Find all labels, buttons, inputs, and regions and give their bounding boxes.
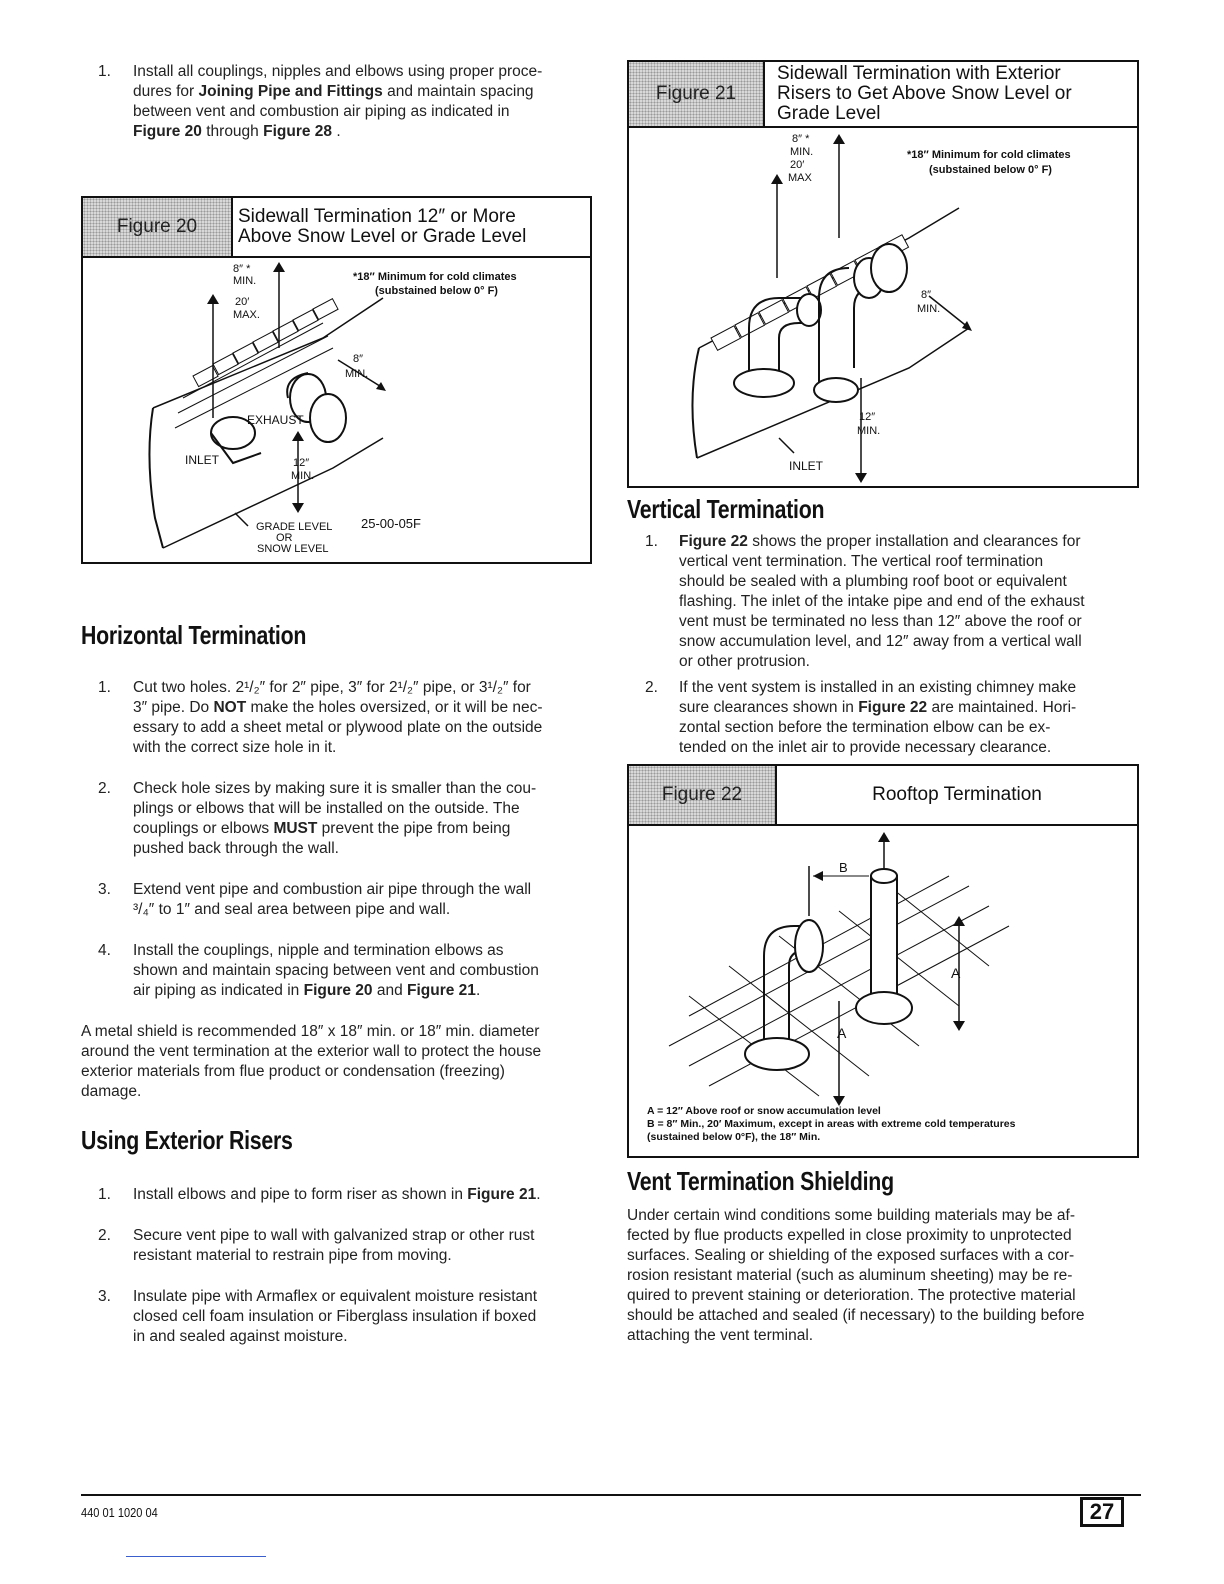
fig20-code: 25-00-05F xyxy=(361,516,421,531)
svg-text:MAX.: MAX. xyxy=(233,309,260,321)
svg-text:OR: OR xyxy=(276,532,293,544)
intro-line: Figure 20 through Figure 28 . xyxy=(133,123,341,140)
shielding-paragraph: Under certain wind conditions some building materials may be af- fected by flue products expelled in close proximity to unprotected surfaces. Sealing or shielding of the exposed surfaces with a cor- rosion resistant material (such as aluminum sheeting) may be re- quired to prevent staining or deterioration. The protective material should be attached and sealed (if necessary) to the building before attaching the vent terminal. xyxy=(627,1207,1085,1344)
risers-item-2: 2. Secure vent pipe to wall with galvanized strap or other rust resistant material to restrain pipe from moving. xyxy=(98,1227,535,1264)
svg-text:8″: 8″ xyxy=(921,289,932,301)
figure-20-header xyxy=(83,198,590,258)
horizontal-item-2: 2. Check hole sizes by making sure it is smaller than the cou- plings or elbows that will be installed on the outside. The couplings or elbows MUST prevent the pipe from being pushed back through the wall. xyxy=(98,780,537,857)
figure-21-title: Sidewall Termination with Exterior Risers to Get Above Snow Level or Grade Level xyxy=(777,63,1072,124)
footer-rule xyxy=(81,1494,1141,1496)
shielding-heading: Vent Termination Shielding xyxy=(627,1166,894,1196)
svg-text:(substained below 0° F): (substained below 0° F) xyxy=(375,285,498,297)
vertical-termination-heading: Vertical Termination xyxy=(627,494,825,524)
intro-line: between vent and combustion air piping as indicated in xyxy=(133,103,510,120)
svg-text:MIN.: MIN. xyxy=(291,470,315,482)
horizontal-item-1: 1. Cut two holes. 2¹/₂″ for 2″ pipe, 3″ for 2¹/₂″ pipe, or 3¹/₂″ for 3″ pipe. Do NOT make the holes oversized, or it will be nec- essary to add a sheet metal or plywood plate on the outside with the correct size hole in it. xyxy=(98,679,543,756)
fig22-a-right: A xyxy=(951,965,961,981)
figure-20 xyxy=(81,196,592,564)
figure-21-diagram xyxy=(629,128,1137,484)
horizontal-termination-heading: Horizontal Termination xyxy=(81,620,307,650)
figure-21-label: Figure 21 xyxy=(629,62,765,126)
figure-22-title: Rooftop Termination xyxy=(872,784,1042,805)
page-number: 27 xyxy=(1080,1497,1124,1527)
intro-item xyxy=(98,62,598,144)
figure-20-title: Sidewall Termination 12″ or More Above Snow Level or Grade Level xyxy=(238,206,527,247)
risers-item-3: 3. Insulate pipe with Armaflex or equivalent moisture resistant closed cell foam insulation or Fiberglass insulation if boxed in and sealed against moisture. xyxy=(98,1288,538,1345)
figure-22-diagram xyxy=(629,826,1137,1106)
vertical-item-2: 2. If the vent system is installed in an existing chimney make sure clearances shown in Figure 22 are maintained. Hori- zontal section before the termination elbow can be ex- tended on the inlet air to provide necessary clearance. xyxy=(645,679,1077,756)
svg-text:MIN.: MIN. xyxy=(857,425,881,437)
svg-text:12″: 12″ xyxy=(859,411,876,423)
figure-22-header xyxy=(629,766,1137,826)
svg-text:(substained below 0° F): (substained below 0° F) xyxy=(929,164,1052,176)
svg-text:20′: 20′ xyxy=(235,296,250,308)
figure-22-caption: A = 12″ Above roof or snow accumulation level B = 8″ Min., 20′ Maximum, except in areas with extreme cold temperatures (sustained below 0°F), the 18″ Min. xyxy=(647,1105,1016,1143)
svg-text:8″: 8″ xyxy=(353,353,364,365)
svg-text:MIN.: MIN. xyxy=(790,146,814,158)
svg-text:12″: 12″ xyxy=(293,457,310,469)
horizontal-item-4: 4. Install the couplings, nipple and termination elbows as shown and maintain spacing between vent and combustion air piping as indicated in Figure 20 and Figure 21. xyxy=(98,942,539,999)
svg-text:MIN.: MIN. xyxy=(233,275,257,287)
metal-shield-paragraph: A metal shield is recommended 18″ x 18″ min. or 18″ min. diameter around the vent termination at the exterior wall to protect the house exterior materials from flue product or condensation (freezing) damage. xyxy=(81,1023,542,1100)
figure-20-label: Figure 20 xyxy=(83,198,233,256)
fig22-b: B xyxy=(839,860,848,875)
fig20-note: *18″ Minimum for cold climates xyxy=(353,271,517,283)
figure-21 xyxy=(627,60,1139,488)
figure-22-label: Figure 22 xyxy=(629,766,777,824)
fig20-inlet: INLET xyxy=(185,453,220,467)
fig20-exhaust: EXHAUST xyxy=(247,413,304,427)
svg-text:20′: 20′ xyxy=(790,159,805,171)
svg-text:SNOW LEVEL: SNOW LEVEL xyxy=(257,543,329,555)
figure-20-diagram xyxy=(83,258,590,560)
figure-21-header xyxy=(629,62,1137,128)
svg-text:INLET: INLET xyxy=(789,459,824,473)
link-underline xyxy=(126,1556,266,1557)
fig22-a-left: A xyxy=(837,1025,847,1041)
item-number: 1. xyxy=(98,63,111,80)
figure-22 xyxy=(627,764,1139,1158)
horizontal-item-3: 3. Extend vent pipe and combustion air pipe through the wall ³/₄″ to 1″ and seal area between pipe and wall. xyxy=(98,881,532,918)
svg-text:MIN.: MIN. xyxy=(917,303,941,315)
intro-line: Install all couplings, nipples and elbows using proper proce- xyxy=(133,63,543,80)
exterior-risers-heading: Using Exterior Risers xyxy=(81,1125,293,1155)
svg-text:MAX: MAX xyxy=(788,172,812,184)
document-number: 440 01 1020 04 xyxy=(81,1505,158,1520)
vertical-item-1: 1. Figure 22 shows the proper installation and clearances for vertical vent termination. The vertical roof termination should be sealed with a plumbing roof boot or equivalent flashing. The inlet of the intake pipe and end of the exhaust vent must be terminated no less than 12″ above the roof or snow accumulation level, and 12″ away from a vertical wall or other protrusion. xyxy=(645,533,1085,670)
risers-item-1: 1. Install elbows and pipe to form riser as shown in Figure 21. xyxy=(98,1186,541,1203)
fig20-min8: 8″ * xyxy=(233,263,251,275)
svg-text:*18″ Minimum for cold climates: *18″ Minimum for cold climates xyxy=(907,149,1071,161)
svg-text:MIN.: MIN. xyxy=(345,368,369,380)
intro-line: dures for Joining Pipe and Fittings and maintain spacing xyxy=(133,83,534,100)
svg-text:GRADE LEVEL: GRADE LEVEL xyxy=(256,521,333,533)
svg-text:8″ *: 8″ * xyxy=(792,133,810,145)
